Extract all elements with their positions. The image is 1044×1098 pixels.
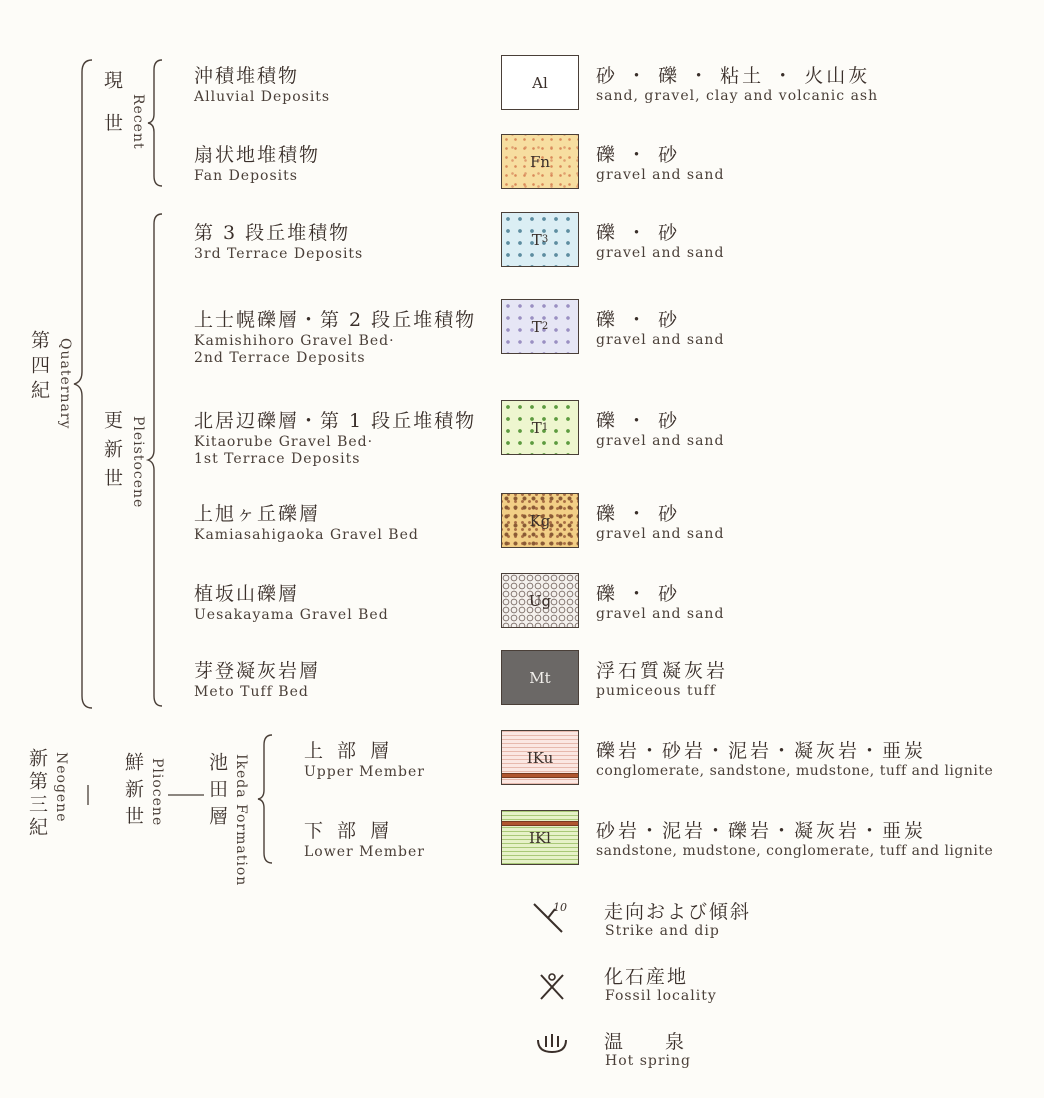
unit-code: Ug: [528, 591, 552, 610]
unit-name-en: 3rd Terrace Deposits: [194, 246, 364, 262]
unit-swatch: [501, 493, 579, 548]
unit-name-en: Upper Member: [304, 764, 425, 780]
quaternary-brace: [74, 58, 98, 710]
unit-name-en-2: 2nd Terrace Deposits: [194, 350, 366, 366]
strike-dip-en: Strike and dip: [605, 923, 720, 939]
pleistocene-label: [99, 410, 146, 508]
coal-band: [502, 773, 578, 778]
recent-brace: [148, 58, 168, 188]
unit-name-jp: 植坂山礫層: [194, 583, 300, 605]
unit-code: Kg: [529, 511, 551, 530]
unit-swatch: [501, 650, 579, 705]
unit-swatch: [501, 400, 579, 455]
lithology-jp: 礫 ・ 砂: [596, 222, 681, 244]
lithology-en: sand, gravel, clay and volcanic ash: [596, 88, 879, 104]
unit-name-en: Lower Member: [304, 844, 425, 860]
unit-name-en: Meto Tuff Bed: [194, 684, 309, 700]
lithology-en: sandstone, mudstone, conglomerate, tuff and lignite: [596, 843, 994, 859]
unit-name-en: Kitaorube Gravel Bed·: [194, 434, 374, 450]
recent-label-jp: 現世: [101, 70, 123, 156]
unit-swatch: [501, 134, 579, 189]
lithology-jp: 礫 ・ 砂: [596, 309, 681, 331]
unit-code-subscript: 3: [541, 234, 549, 245]
unit-code: T: [531, 317, 542, 336]
unit-code: T: [531, 230, 542, 249]
lithology-en: gravel and sand: [596, 526, 725, 542]
lithology-jp: 浮石質凝灰岩: [596, 660, 729, 682]
unit-name-en: Kamishihoro Gravel Bed·: [194, 333, 395, 349]
unit-name-jp: 芽登凝灰岩層: [194, 660, 321, 682]
ikeda-label-jp: 池田層: [206, 752, 228, 833]
unit-name-jp: 上 部 層: [304, 740, 394, 762]
lithology-en: gravel and sand: [596, 167, 725, 183]
unit-code: Al: [532, 73, 548, 92]
lithology-en: gravel and sand: [596, 433, 725, 449]
hot-spring-en: Hot spring: [605, 1053, 692, 1069]
fossil-en: Fossil locality: [605, 988, 717, 1004]
ikeda-brace: [258, 733, 278, 865]
unit-swatch: [501, 212, 579, 267]
hot-spring-icon: [534, 1032, 570, 1056]
lithology-en: gravel and sand: [596, 245, 725, 261]
quaternary-label-en: Quaternary: [57, 338, 73, 430]
unit-name-jp: 上旭ヶ丘礫層: [194, 503, 321, 525]
hot-spring-jp: 温 泉: [604, 1031, 703, 1053]
pliocene-label-jp: 鮮新世: [122, 752, 144, 833]
quaternary-label: [26, 330, 73, 460]
lithology-jp: 礫 ・ 砂: [596, 410, 681, 432]
recent-label-en: Recent: [130, 94, 146, 150]
symbol-strike-dip: [528, 896, 572, 942]
unit-name-jp: 北居辺礫層・第 1 段丘堆積物: [194, 410, 477, 432]
strike-dip-jp: 走向および傾斜: [604, 901, 752, 923]
lithology-jp: 礫 ・ 砂: [596, 503, 681, 525]
unit-name-jp: 沖積堆積物: [194, 65, 300, 87]
strike-dip-icon: [528, 896, 572, 938]
unit-name-en: Alluvial Deposits: [194, 89, 331, 105]
pleistocene-label-en: Pleistocene: [130, 416, 146, 509]
unit-code: IKl: [529, 828, 551, 847]
lithology-jp: 礫岩・砂岩・泥岩・凝灰岩・亜炭: [596, 740, 927, 762]
unit-swatch: [501, 810, 579, 865]
unit-name-jp: 第 3 段丘堆積物: [194, 222, 351, 244]
lithology-jp: 礫 ・ 砂: [596, 144, 681, 166]
neogene-label-jp: 新第三紀: [26, 748, 48, 840]
unit-swatch: [501, 299, 579, 354]
pleistocene-brace: [148, 212, 168, 710]
unit-swatch: [501, 730, 579, 785]
quaternary-label-jp: 第四紀: [28, 330, 50, 405]
fossil-icon: [537, 969, 567, 1003]
lithology-en: gravel and sand: [596, 332, 725, 348]
unit-swatch: [501, 573, 579, 628]
lithology-jp: 礫 ・ 砂: [596, 583, 681, 605]
unit-name-en-2: 1st Terrace Deposits: [194, 451, 361, 467]
unit-name-jp: 下 部 層: [304, 820, 394, 842]
unit-name-en: Uesakayama Gravel Bed: [194, 607, 389, 623]
symbol-fossil: [537, 969, 567, 1007]
lithology-jp: 砂 ・ 礫 ・ 粘土 ・ 火山灰: [596, 65, 871, 87]
symbol-hot-spring: [534, 1032, 570, 1060]
neogene-connectors: [60, 775, 220, 815]
unit-name-en: Fan Deposits: [194, 168, 298, 184]
dip-value-label: 10: [553, 901, 567, 914]
unit-code-subscript: 1: [541, 422, 549, 433]
unit-swatch: [501, 55, 579, 110]
unit-code: Fn: [529, 152, 551, 171]
fossil-jp: 化石産地: [604, 966, 689, 988]
coal-band: [502, 821, 578, 826]
unit-name-en: Kamiasahigaoka Gravel Bed: [194, 527, 419, 543]
pleistocene-label-jp: 更新世: [101, 410, 123, 497]
recent-label: [99, 70, 146, 156]
lithology-en: gravel and sand: [596, 606, 725, 622]
pliocene-label-en: Pliocene: [149, 758, 165, 827]
lithology-en: pumiceous tuff: [596, 683, 716, 699]
unit-name-jp: 扇状地堆積物: [194, 144, 321, 166]
unit-code-subscript: 2: [541, 321, 549, 332]
lithology-jp: 砂岩・泥岩・礫岩・凝灰岩・亜炭: [596, 820, 927, 842]
ikeda-label: [204, 752, 249, 886]
unit-name-jp: 上士幌礫層・第 2 段丘堆積物: [194, 309, 477, 331]
unit-code: Mt: [529, 668, 551, 687]
unit-code: IKu: [526, 748, 554, 767]
lithology-en: conglomerate, sandstone, mudstone, tuff and lignite: [596, 763, 994, 779]
unit-code: T: [531, 418, 542, 437]
neogene-label-en: Neogene: [53, 752, 69, 823]
ikeda-label-en: Ikeda Formation: [233, 754, 249, 887]
